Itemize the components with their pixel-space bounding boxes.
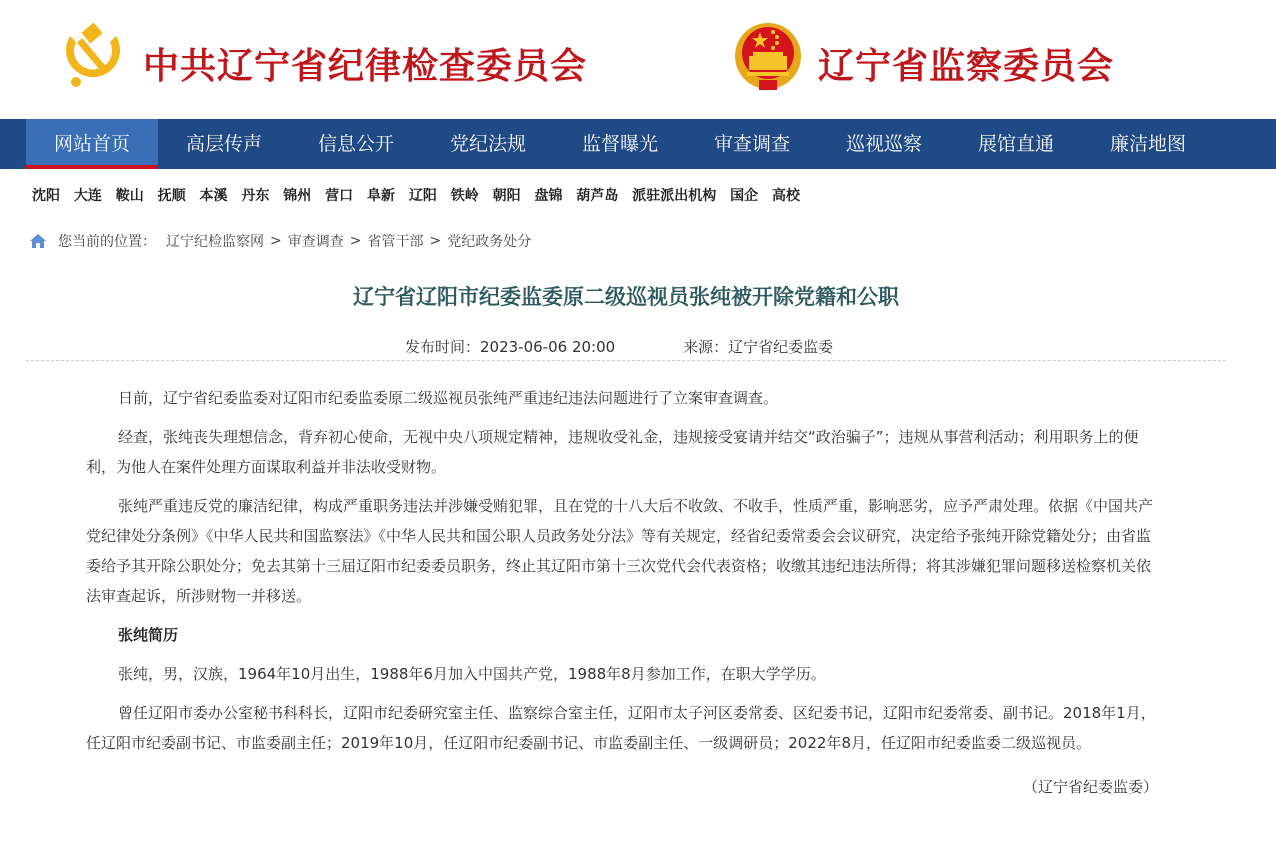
article-title: 辽宁省辽阳市纪委监委原二级巡视员张纯被开除党籍和公职 [353,285,899,309]
city-link[interactable]: 本溪 [199,188,228,204]
nav-item-exhibition[interactable]: 展馆直通 [977,133,1054,155]
breadcrumb-separator: > [429,233,442,249]
nav-item-inspection[interactable]: 巡视巡察 [845,133,922,155]
home-icon [30,234,46,248]
national-emblem-icon [733,20,803,94]
nav-item-disclosure[interactable]: 信息公开 [317,133,394,155]
nav-item-integrity-map[interactable]: 廉洁地图 [1109,133,1186,155]
nav-item-home[interactable]: 网站首页 [26,119,158,169]
site-header [0,0,1276,119]
nav-item-leadership[interactable]: 高层传声 [185,133,262,155]
paragraph: 曾任辽阳市委办公室秘书科科长，辽阳市纪委研究室主任、监察综合室主任，辽阳市太子河区委常委、区纪委书记，辽阳市纪委常委、副书记。2018年1月，任辽阳市纪委副书记、市监委副主任；2019年10月，任辽阳市纪委副书记、市监委副主任、一级调研员；2022年8月，任辽阳市纪委监委二级巡视员。 [86,704,1156,752]
party-emblem-icon [58,22,128,88]
city-link[interactable]: 大连 [73,188,102,204]
main-nav [0,119,1276,169]
city-links [32,185,809,205]
breadcrumb-separator: > [270,233,282,249]
city-link[interactable]: 丹东 [241,188,270,204]
nav-item-exposure[interactable]: 监督曝光 [581,133,658,155]
resume-heading: 张纯简历 [118,626,179,644]
cdi-title: 中共辽宁省纪律检查委员会 [143,46,588,87]
article-source: 来源：辽宁省纪委监委 [683,338,834,356]
supervision-title: 辽宁省监察委员会 [818,46,1115,87]
city-link[interactable]: 阜新 [367,188,395,204]
city-link[interactable]: 高校 [772,188,800,204]
city-link[interactable]: 沈阳 [32,188,60,204]
city-link[interactable]: 鞍山 [115,188,144,204]
publish-time: 发布时间：2023-06-06 20:00 [405,338,616,356]
nav-item-investigation[interactable]: 审查调查 [713,133,790,155]
paragraph: 张纯，男，汉族，1964年10月出生，1988年6月加入中国共产党，1988年8月参加工作，在职大学学历。 [118,665,826,683]
paragraph: 经查，张纯丧失理想信念，背弃初心使命，无视中央八项规定精神，违规收受礼金，违规接受宴请并结交“政治骗子”；违规从事营利活动；利用职务上的便利，为他人在案件处理方面谋取利益并非法收受财物。 [86,428,1139,476]
city-link[interactable]: 朝阳 [492,188,521,204]
nav-list [26,119,1214,169]
breadcrumb-separator: > [349,233,362,249]
city-link[interactable]: 盘锦 [534,188,563,204]
breadcrumb-cadres-link[interactable]: 省管干部 [367,234,424,250]
breadcrumb-prefix: 您当前的位置： [58,234,156,250]
city-link[interactable]: 营口 [325,188,354,204]
city-link[interactable]: 国企 [730,188,759,204]
city-link[interactable]: 派驻派出机构 [632,188,717,204]
article-signature: （辽宁省纪委监委） [1022,778,1158,796]
paragraph: 日前，辽宁省纪委监委对辽阳市纪委监委原二级巡视员张纯严重违纪违法问题进行了立案审查调查。 [118,389,779,407]
breadcrumb-home-link[interactable]: 辽宁纪检监察网 [166,234,264,250]
paragraph: 张纯严重违反党的廉洁纪律，构成严重职务违法并涉嫌受贿犯罪，且在党的十八大后不收敛、不收手，性质严重，影响恶劣，应予严肃处理。依据《中国共产党纪律处分条例》《中华人民共和国监察法》《中华人民共和国公职人员政务处分法》等有关规定，经省纪委常委会会议研究，决定给予张纯开除党籍处分；由省监委给予其开除公职处分；免去其第十三届辽阳市纪委委员职务，终止其辽阳市第十三次党代会代表资格；收缴其违纪违法所得；将其涉嫌犯罪问题移送检察机关依法审查起诉，所涉财物一并移送。 [86,497,1154,605]
breadcrumb [30,231,531,251]
city-link[interactable]: 抚顺 [157,188,186,204]
divider [26,360,1226,361]
city-link[interactable]: 铁岭 [450,188,479,204]
breadcrumb-investigation-link[interactable]: 审查调查 [287,234,344,250]
breadcrumb-punishment-link[interactable]: 党纪政务处分 [447,234,532,250]
city-link[interactable]: 葫芦岛 [576,188,619,204]
article-meta [405,336,833,357]
city-link[interactable]: 辽阳 [408,188,437,204]
nav-item-regulations[interactable]: 党纪法规 [449,133,526,155]
city-link[interactable]: 锦州 [283,188,312,204]
article-body [86,383,1158,811]
